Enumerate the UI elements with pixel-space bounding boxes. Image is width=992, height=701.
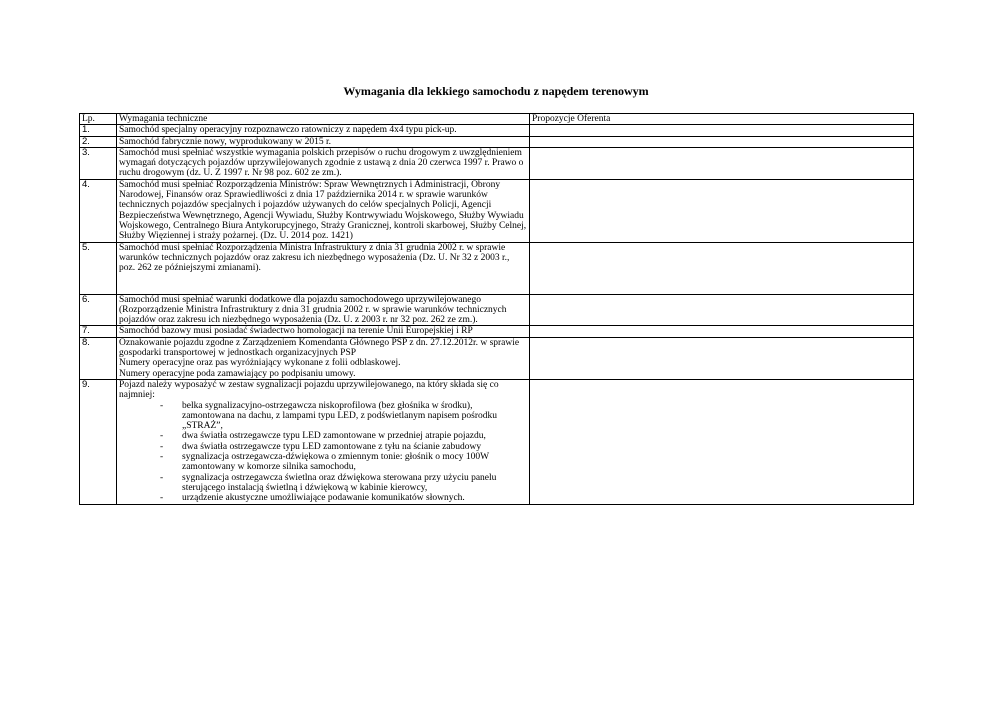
dash-bullet: - [160,441,164,452]
dash-bullet: - [160,431,164,442]
requirement-line: Numery operacyjne poda zamawiający po podpisaniu umowy. [119,368,356,379]
requirement-text: Samochód fabrycznie nowy, wyprodukowany w 2015 r. [117,136,530,147]
requirement-text [117,337,530,379]
table-row [80,242,914,294]
table-row [80,179,914,242]
dash-bullet: - [160,452,164,463]
header-requirements: Wymagania techniczne [117,114,530,125]
list-item [119,452,527,473]
list-item-text: dwa światła ostrzegawcze typu LED zamontowane z tyłu na ścianie zabudowy [182,441,482,452]
row-number: 3. [80,147,117,179]
table-row [80,379,914,504]
table-row [80,136,914,147]
table-row [80,125,914,136]
offer-cell[interactable] [530,337,914,379]
table-row [80,147,914,179]
offer-cell[interactable] [530,147,914,179]
offer-cell[interactable] [530,242,914,294]
list-item-text: dwa światła ostrzegawcze typu LED zamontowane w przedniej atrapie pojazdu, [182,431,486,442]
table-row [80,294,914,326]
row-number: 8. [80,337,117,379]
list-item [119,473,527,494]
table-row [80,326,914,337]
offer-cell[interactable] [530,294,914,326]
requirement-text: Samochód musi spełniać warunki dodatkowe dla pojazdu samochodowego uprzywilejowanego (Rozporządzenie Ministra Infrastruktury z dnia 31 grudnia 2002 r. w sprawie warunków technicznych pojazdów oraz zakresu ich niezbędnego wyposażenia (Dz. U. z 2003 r. nr 32 poz. 262 ze zm.). [117,294,530,326]
requirement-line: Oznakowanie pojazdu zgodne z Zarządzeniem Komendanta Głównego PSP z dn. 27.12.2012r. w sprawie gospodarki transportowej w jednostkach organizacyjnych PSP [119,337,520,359]
table-header-row [80,114,914,125]
list-item-text: sygnalizacja ostrzegawcza świetlna oraz dźwiękowa sterowana przy użyciu panelu sterującego instalacją świetlną i dźwiękową w kabinie kierowcy, [182,472,497,493]
requirement-text [117,379,530,504]
dash-bullet: - [160,400,164,411]
requirement-intro: Pojazd należy wyposażyć w zestaw sygnalizacji pojazdu uprzywilejowanego, na który składa się co najmniej: [119,379,499,401]
row-number: 4. [80,179,117,242]
requirement-text: Samochód bazowy musi posiadać świadectwo homologacji na terenie Unii Europejskiej i RP [117,326,530,337]
row-number: 9. [80,379,117,504]
row-number: 1. [80,125,117,136]
row-number: 5. [80,242,117,294]
signal-equipment-list [119,401,527,504]
row-number: 7. [80,326,117,337]
list-item [119,493,527,503]
list-item [119,431,527,441]
document-title: Wymagania dla lekkiego samochodu z napędem terenowym [343,84,649,98]
dash-bullet: - [160,472,164,483]
offer-cell[interactable] [530,379,914,504]
requirement-text: Samochód specjalny operacyjny rozpoznawczo ratowniczy z napędem 4x4 typu pick-up. [117,125,530,136]
offer-cell[interactable] [530,179,914,242]
requirement-line: Numery operacyjne oraz pas wyróżniający wykonane z folii odblaskowej. [119,358,401,369]
header-lp: Lp. [80,114,117,125]
row-number: 6. [80,294,117,326]
row-number: 2. [80,136,117,147]
header-offer: Propozycje Oferenta [530,114,914,125]
list-item [119,401,527,432]
requirements-table [79,113,914,505]
requirement-text: Samochód musi spełniać Rozporządzenia Ministrów: Spraw Wewnętrznych i Administracji, Obrony Narodowej, Finansów oraz Sprawiedliwości z dnia 17 października 2014 r. w sprawie warunków technicznych pojazdów specjalnych i pojazdów używanych do celów specjalnych Policji, Agencji Bezpieczeństwa Wewnętrznego, Agencji Wywiadu, Służby Kontrwywiadu Wojskowego, Służby Wywiadu Wojskowego, Centralnego Biura Antykorupcyjnego, Straży Granicznej, kontroli skarbowej, Służby Celnej, Służby Więziennej i straży pożarnej. (Dz. U. 2014 poz. 1421) [117,179,530,242]
offer-cell[interactable] [530,136,914,147]
list-item [119,442,527,452]
offer-cell[interactable] [530,125,914,136]
requirement-text: Samochód musi spełniać wszystkie wymagania polskich przepisów o ruchu drogowym z uwzględnieniem wymagań dotyczących pojazdów uprzywilejowanych zgodnie z ustawą z dnia 20 czerwca 1997 r. Prawo o ruchu drogowym (dz. U. Z 1997 r. Nr 98 poz. 602 ze zm.). [117,147,530,179]
requirement-text: Samochód musi spełniać Rozporządzenia Ministra Infrastruktury z dnia 31 grudnia 2002 r. w sprawie warunków technicznych pojazdów oraz zakresu ich niezbędnego wyposażenia (Dz. U. Nr 32 z 2003 r., poz. 262 ze późniejszymi zmianami). [117,242,530,294]
list-item-text: urządzenie akustyczne umożliwiające podawanie komunikatów słownych. [182,493,465,504]
list-item-text: belka sygnalizacyjno-ostrzegawcza niskoprofilowa (bez głośnika w środku), zamontowana na dachu, z lampami typu LED, z podświetlanym napisem pośrodku „STRAŻ”, [182,400,498,432]
offer-cell[interactable] [530,326,914,337]
dash-bullet: - [160,493,164,504]
list-item-text: sygnalizacja ostrzegawcza-dźwiękowa o zmiennym tonie: głośnik o mocy 100W zamontowany w komorze silnika samochodu, [182,452,489,473]
table-row [80,337,914,379]
